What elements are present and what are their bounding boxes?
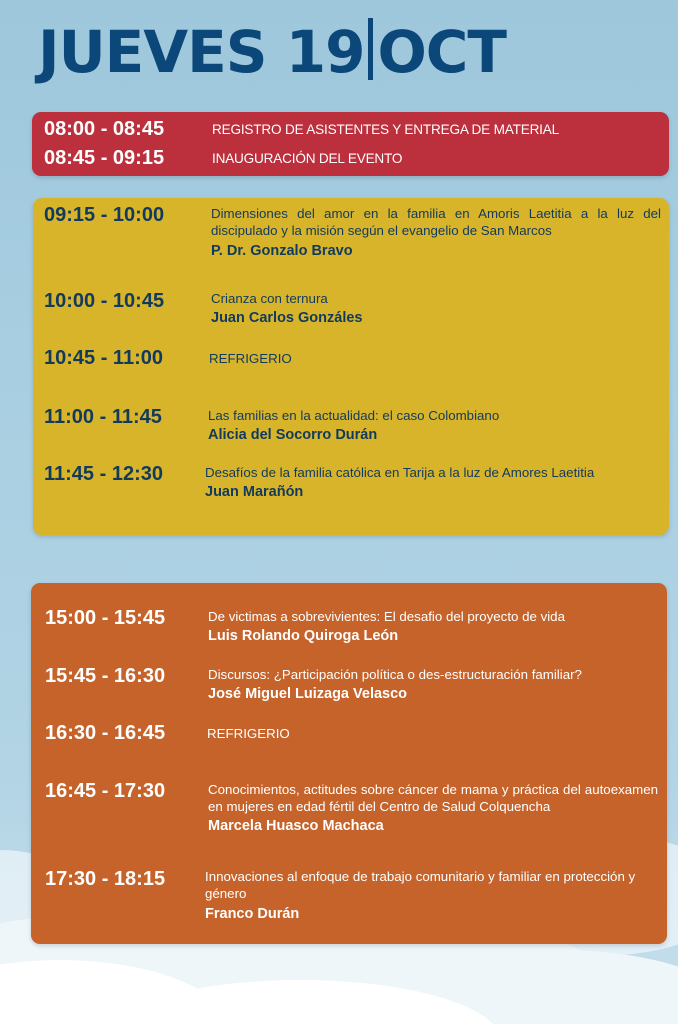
time-slot: 17:30 - 18:15: [45, 868, 166, 890]
activity-text: Desafíos de la familia católica en Tarija a la luz de Amores Laetitia: [205, 465, 595, 480]
time-slot: 15:00 - 15:45: [45, 607, 166, 629]
activity-text: Dimensiones del amor en la familia en Amoris Laetitia a la luz del discipulado y la misión según el evangelio de San Marcos: [211, 206, 661, 238]
title-month: OCT: [377, 18, 506, 86]
afternoon-block: [31, 583, 667, 944]
activity-text: Discursos: ¿Participación política o des-estructuración familiar?: [208, 667, 582, 682]
activity-text: REFRIGERIO: [207, 726, 290, 741]
speaker-name: Luis Rolando Quiroga León: [208, 628, 399, 644]
time-slot: 11:45 - 12:30: [44, 463, 163, 485]
time-slot: 08:00 - 08:45: [44, 118, 165, 140]
speaker-name: José Miguel Luizaga Velasco: [208, 686, 408, 702]
opening-block: [32, 112, 669, 176]
time-slot: 10:45 - 11:00: [44, 347, 163, 369]
title-day: JUEVES 19: [38, 18, 365, 86]
activity-text: Las familias en la actualidad: el caso Colombiano: [208, 408, 500, 423]
speaker-name: P. Dr. Gonzalo Bravo: [211, 243, 353, 259]
page-title: [38, 14, 506, 90]
activity-text: Innovaciones al enfoque de trabajo comunitario y familiar en protección y género: [205, 869, 636, 901]
time-slot: 11:00 - 11:45: [44, 406, 162, 428]
time-slot: 09:15 - 10:00: [44, 204, 165, 226]
time-slot: 15:45 - 16:30: [45, 665, 166, 687]
time-slot: 16:45 - 17:30: [45, 780, 166, 802]
activity-text: REFRIGERIO: [209, 351, 292, 366]
title-separator: [368, 18, 373, 80]
activity-text: Conocimientos, actitudes sobre cáncer de mama y práctica del autoexamen en mujeres en edad fértil del Centro de Salud Colquencha: [208, 782, 658, 814]
activity-text: INAUGURACIÓN DEL EVENTO: [212, 151, 403, 166]
speaker-name: Franco Durán: [205, 906, 300, 922]
speaker-name: Alicia del Socorro Durán: [208, 427, 378, 443]
activity-text: Crianza con ternura: [211, 291, 328, 306]
activity-text: REGISTRO DE ASISTENTES Y ENTREGA DE MATERIAL: [212, 122, 559, 137]
time-slot: 08:45 - 09:15: [44, 147, 165, 169]
time-slot: 10:00 - 10:45: [44, 290, 165, 312]
speaker-name: Juan Carlos Gonzáles: [211, 310, 363, 326]
speaker-name: Marcela Huasco Machaca: [208, 818, 384, 834]
activity-text: De victimas a sobrevivientes: El desafio del proyecto de vida: [208, 609, 565, 624]
speaker-name: Juan Marañón: [205, 484, 304, 500]
morning-block: [33, 198, 669, 535]
time-slot: 16:30 - 16:45: [45, 722, 166, 744]
